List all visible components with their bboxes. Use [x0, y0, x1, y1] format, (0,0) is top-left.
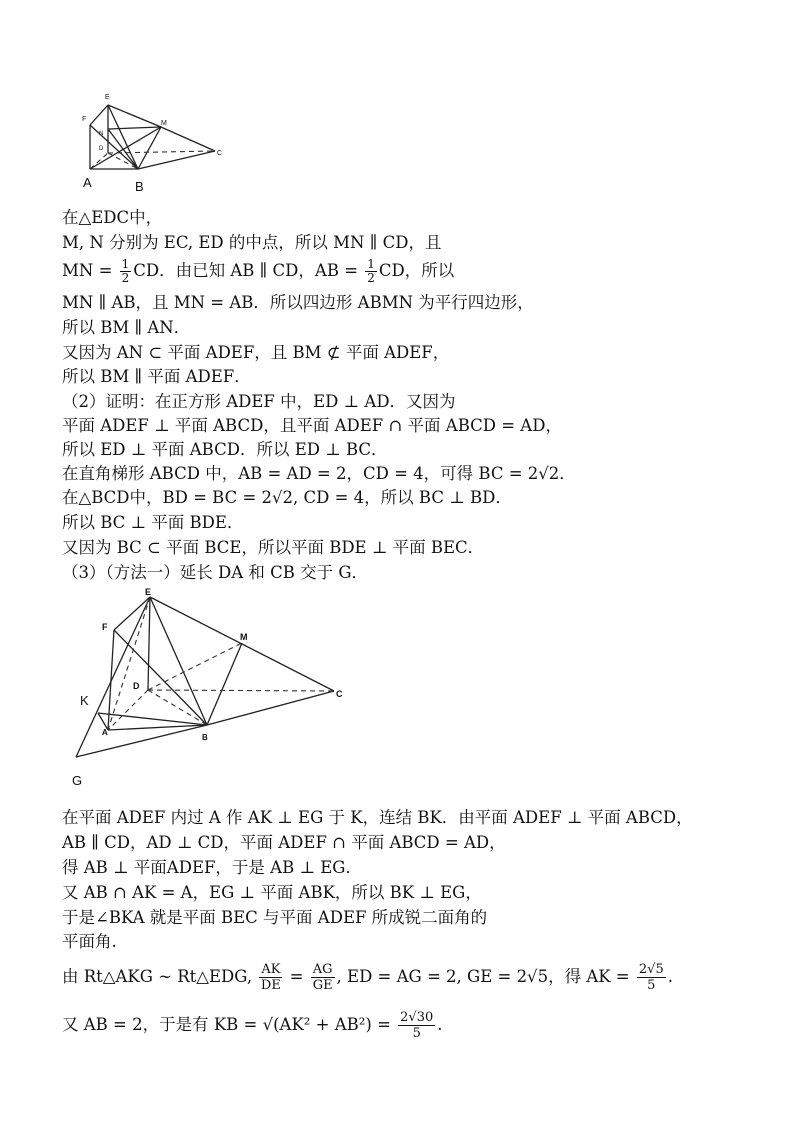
- text-span: =: [284, 967, 309, 986]
- text-span: MN =: [62, 261, 118, 280]
- fig2-label-k: K: [80, 693, 89, 708]
- fraction-denominator: GE: [312, 978, 333, 993]
- fig2-label-g: G: [72, 773, 83, 788]
- text-line: （3）（方法一）延长 DA 和 CB 交于 G．: [62, 563, 369, 582]
- fraction: [637, 962, 666, 993]
- fraction-denominator: 2: [367, 271, 375, 285]
- text-span: , ED = AG = 2, GE = 2√5，得 AK =: [336, 967, 635, 986]
- fraction-numerator: AK: [261, 962, 281, 977]
- text-line: [62, 962, 673, 993]
- fraction-numerator: AG: [312, 962, 333, 977]
- text-line: 所以 BM ∥ 平面 ADEF．: [62, 367, 251, 386]
- fraction-denominator: 5: [412, 1026, 421, 1041]
- fig1-label-m: M: [161, 120, 167, 127]
- text-line: 所以 BM ∥ AN．: [62, 318, 191, 337]
- figure-1: [75, 85, 235, 195]
- fig1-label-a: A: [83, 175, 92, 190]
- fraction: [311, 962, 335, 993]
- text-line: 又因为 AN ⊂ 平面 ADEF，且 BM ⊄ 平面 ADEF，: [62, 343, 450, 362]
- text-span: 由 Rt△AKG ∼ Rt△EDG,: [62, 967, 258, 986]
- text-line: AB ∥ CD，AD ⊥ CD，平面 ADEF ∩ 平面 ABCD = AD，: [62, 833, 506, 852]
- fraction: [259, 962, 282, 993]
- text-line: 所以 ED ⊥ 平面 ABCD．所以 ED ⊥ BC．: [62, 440, 388, 459]
- text-line: 所以 BC ⊥ 平面 BDE．: [62, 513, 244, 532]
- text-line: 在直角梯形 ABCD 中，AB = AD = 2，CD = 4，可得 BC = 2√2．: [62, 464, 576, 483]
- fig2-label-m: M: [240, 632, 248, 642]
- text-span: CD．由已知 AB ∥ CD，AB =: [133, 261, 364, 280]
- fig2-label-d: D: [133, 681, 140, 691]
- text-span: CD，所以: [378, 261, 455, 280]
- fig2-label-e: E: [145, 587, 152, 597]
- fig1-label-d: D: [99, 146, 104, 152]
- text-line: 得 AB ⊥ 平面ADEF，于是 AB ⊥ EG．: [62, 858, 362, 877]
- fig2-label-c: C: [336, 689, 343, 699]
- fraction-numerator: 1: [367, 257, 375, 271]
- text-line: MN ∥ AB，且 MN = AB．所以四边形 ABMN 为平行四边形，: [62, 293, 534, 312]
- fraction-denominator: DE: [260, 978, 281, 993]
- text-line: 于是∠BKA 就是平面 BEC 与平面 ADEF 所成锐二面角的: [62, 908, 488, 927]
- text-line: 又因为 BC ⊂ 平面 BCE，所以平面 BDE ⊥ 平面 BEC．: [62, 538, 485, 557]
- text-line: 平面 ADEF ⊥ 平面 ABCD，且平面 ADEF ∩ 平面 ABCD = AD，: [62, 416, 562, 435]
- fig1-label-e: E: [105, 94, 110, 101]
- fraction: [398, 1010, 435, 1041]
- figure-2: [62, 585, 362, 795]
- text-line: [62, 1010, 443, 1041]
- text-line: M, N 分别为 EC, ED 的中点，所以 MN ∥ CD，且: [62, 233, 442, 252]
- text-line: 平面角.: [62, 932, 117, 951]
- text-line: 在平面 ADEF 内过 A 作 AK ⊥ EG 于 K，连结 BK．由平面 ADEF ⊥ 平面 ABCD，: [62, 808, 693, 827]
- fraction: [120, 258, 132, 285]
- fraction-numerator: 2√30: [400, 1010, 434, 1025]
- fig1-label-c: C: [217, 150, 223, 157]
- fig1-label-f: F: [82, 116, 87, 123]
- fraction-numerator: 2√5: [638, 962, 664, 977]
- text-line: 在△EDC中，: [62, 208, 163, 227]
- fraction-numerator: 1: [121, 257, 130, 271]
- fraction-denominator: 5: [647, 978, 656, 993]
- text-line: 在△BCD中，BD = BC = 2√2, CD = 4，所以 BC ⊥ BD．: [62, 488, 512, 507]
- fig2-label-f: F: [102, 622, 108, 632]
- text-line: [62, 258, 454, 285]
- text-span: .: [667, 967, 673, 986]
- fraction-denominator: 2: [121, 271, 130, 285]
- text-line: （2）证明：在正方形 ADEF 中，ED ⊥ AD．又因为: [62, 392, 456, 411]
- fig2-label-b: B: [202, 733, 208, 742]
- fig1-label-n: N: [99, 131, 104, 137]
- text-line: 又 AB ∩ AK = A，EG ⊥ 平面 ABK，所以 BK ⊥ EG，: [62, 883, 482, 902]
- text-span: 又 AB = 2，于是有 KB = √(AK² + AB²) =: [62, 1015, 397, 1034]
- text-span: .: [437, 1015, 443, 1034]
- fig2-label-a: A: [102, 728, 108, 737]
- fraction: [365, 258, 377, 285]
- fig1-label-b: B: [135, 179, 144, 194]
